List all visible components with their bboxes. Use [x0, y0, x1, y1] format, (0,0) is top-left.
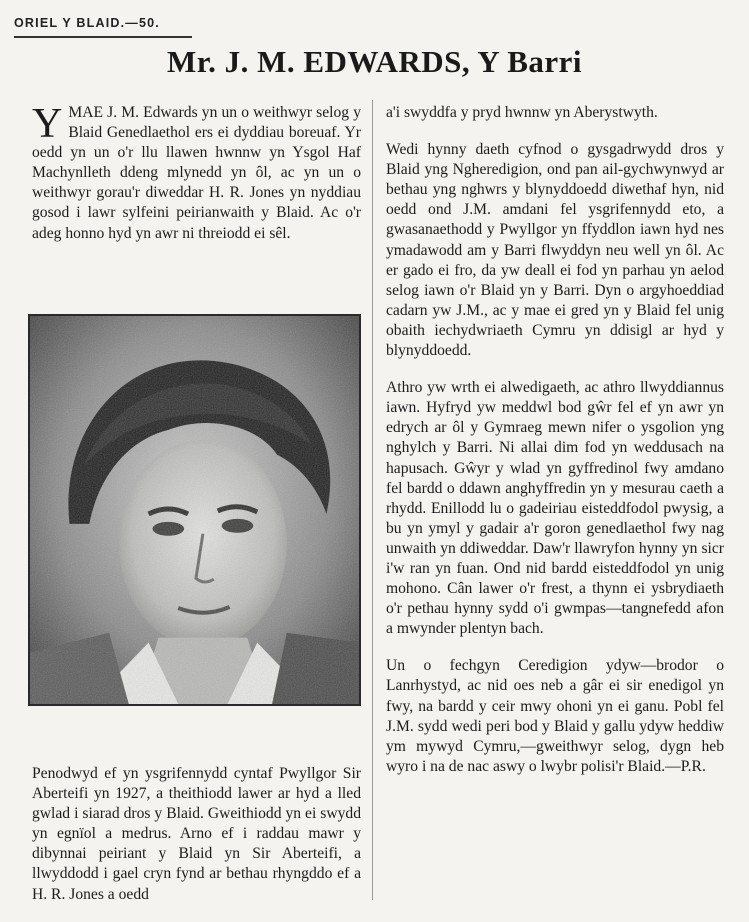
paragraph-athro: Athro yw wrth ei alwedigaeth, ac athro llwyddiannus iawn. Hyfryd yw meddwl bod gŵr fel ef yn awr yn edrych ar ôl y Gymraeg mewn nifer o ysgolion yng nghylch y Barri. Ni allai dim fod yn weddusach na hapusach. Gŵyr y wlad yn gyffredinol fwy amdano fel bardd o ddawn anghyffredin yn y mesurau caeth a rhydd. Enillodd lu o gadeiriau eisteddfodol pwysig, a bu yn ymyl y gadair a'r goron genedlaethol fwy nag unwaith yn ddiweddar. Daw'r llawryfon hynny yn sicr i'w ran yn fuan. Ond nid bardd eisteddfodol yn unig mohono. Cân lawer o'r frest, a thynn ei ysbrydiaeth o'r pethau hynny sydd o'i gwmpas—tangnefedd afon a mwynder plentyn bach.	[386, 379, 724, 638]
article-title: Mr. J. M. EDWARDS, Y Barri	[166, 44, 583, 79]
paragraph-penodwyd: Penodwyd ef yn ysgrifennydd cyntaf Pwyllgor Sir Aberteifi yn 1927, a theithiodd lawer ar hyd a lled gwlad i siarad dros y Blaid. Gweithiodd yn ei swydd yn egnïol a medrus. Arno ef i raddau mawr y dibynnai peiriant y Blaid yn Sir Aberteifi, a llwyddodd i gael cryn fynd ar bethau rhyngddo ef a H. R. Jones a oedd	[32, 765, 361, 903]
paragraph-intro	[32, 103, 361, 244]
drop-cap: Y	[32, 101, 63, 147]
column-1-bottom	[32, 764, 361, 922]
series-label: ORIEL Y BLAID.—50.	[14, 16, 160, 30]
series-underline	[14, 36, 192, 38]
portrait-image	[30, 316, 359, 704]
paragraph-un-o-fechgyn: Un o fechgyn Ceredigion ydyw—brodor o Lanrhystyd, ac nid oes neb a gâr ei sir enedigol yn fwy, na bardd y ceir mwy ohoni yn ei ganu. Pobl fel J.M. sydd wedi peri bod y Blaid y gallu ydyw heddiw ym mywyd Cymru,—gweithwyr selog, dygn heb wyro i na de nac aswy o lwybr polisi'r Blaid.—P.R.	[386, 657, 724, 775]
intro-text: MAE J. M. Edwards yn un o weithwyr selog y Blaid Genedlaethol ers ei dyddiau boreuaf. Yr oedd yn un o'r llu llawen hwnnw yn Ysgol Haf Machynlleth ddeng mlynedd yn ôl, ac yn un o weithwyr gorau'r diweddar H. R. Jones yn nyddiau gosod i lawr sylfeini peirianwaith y Blaid. Ac o'r adeg honno hyd yn awr ni threiodd ei sêl.	[32, 104, 361, 242]
column-2	[386, 103, 724, 794]
paragraph-wedi-hynny: Wedi hynny daeth cyfnod o gysgadrwydd dros y Blaid yng Ngheredigion, ond pan ail-gychwynwyd ar bethau yng nghwrs y blynyddoedd diwethaf hyn, nid oedd ond J.M. amdani fel ysgrifennydd eto, a gwasanaethodd y Pwyllgor yn ffyddlon iawn hyd nes ymadawodd am y Barri flwyddyn neu well yn ôl. Ac er gado ei fro, da yw deall ei fod yn parhau yn aelod selog iawn o'r Blaid yn y Barri. Dyn o argyhoeddiad cadarn yw J.M., ac y mae ei gred yn y Blaid fel unig obaith iechydwriaeth Cymru yn ddisigl ar hyd y blynyddoedd.	[386, 141, 724, 360]
paragraph-continuation: a'i swyddfa y pryd hwnnw yn Aberystwyth.	[386, 104, 658, 121]
column-1-top	[32, 103, 361, 261]
column-divider	[372, 100, 373, 900]
portrait-photo	[28, 314, 361, 706]
